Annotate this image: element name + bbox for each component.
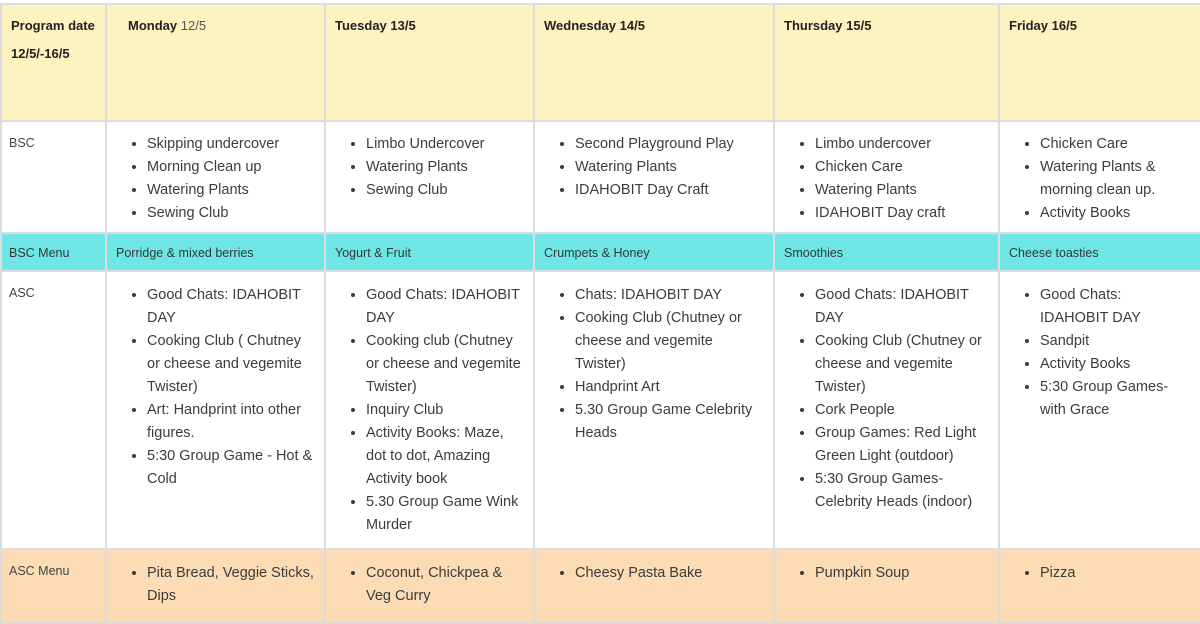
day-name: Monday xyxy=(128,18,178,33)
bsc-menu-friday-cell xyxy=(999,233,1200,271)
asc-label-cell xyxy=(1,271,106,549)
day-header-friday xyxy=(999,4,1200,121)
asc-thursday-cell xyxy=(774,271,999,549)
menu-list xyxy=(107,550,324,608)
bsc-menu-wednesday-cell xyxy=(534,233,774,271)
program-date-range: 12/5/-16/5 xyxy=(11,46,70,61)
activity-list xyxy=(775,272,998,514)
list-item: • Good Chats: IDAHOBIT DAY xyxy=(366,284,525,330)
bsc-label-cell xyxy=(1,121,106,233)
asc-menu-row xyxy=(1,549,1200,623)
bsc-menu-label-cell xyxy=(1,233,106,271)
list-item: • Group Games: Red Light Green Light (outdoor) xyxy=(815,422,990,468)
list-item: • Cheesy Pasta Bake xyxy=(575,562,765,585)
list-item: • Good Chats: IDAHOBIT DAY xyxy=(147,284,316,330)
list-item: • Cooking Club (Chutney or cheese and vegemite Twister) xyxy=(575,307,765,376)
menu-list xyxy=(1000,550,1200,585)
bsc-monday-cell xyxy=(106,121,325,233)
list-item: • 5.30 Group Game Celebrity Heads xyxy=(575,399,765,445)
activity-list xyxy=(1000,272,1200,422)
activity-list xyxy=(535,272,773,445)
asc-tuesday-cell xyxy=(325,271,534,549)
list-item: • IDAHOBIT Day craft xyxy=(815,202,990,225)
bsc-menu-thursday-cell xyxy=(774,233,999,271)
bsc-menu-tuesday-cell xyxy=(325,233,534,271)
list-item: • Chicken Care xyxy=(815,156,990,179)
day-header-monday xyxy=(106,4,325,121)
list-item: • Chicken Care xyxy=(1040,133,1192,156)
list-item: • Cork People xyxy=(815,399,990,422)
list-item: • Activity Books xyxy=(1040,202,1192,225)
activity-list xyxy=(326,272,533,537)
bsc-tuesday-cell xyxy=(325,121,534,233)
day-header-thursday xyxy=(774,4,999,121)
list-item: • Watering Plants xyxy=(575,156,765,179)
list-item: • Sewing Club xyxy=(366,179,525,202)
menu-list xyxy=(775,550,998,585)
asc-menu-tuesday-cell xyxy=(325,549,534,623)
list-item: • Limbo Undercover xyxy=(366,133,525,156)
bsc-row xyxy=(1,121,1200,233)
day-name: Wednesday 14/5 xyxy=(544,18,645,33)
menu-list xyxy=(535,550,773,585)
day-name: Friday 16/5 xyxy=(1009,18,1077,33)
day-name: Thursday 15/5 xyxy=(784,18,872,33)
asc-monday-cell xyxy=(106,271,325,549)
list-item: • Activity Books: Maze, dot to dot, Amazing Activity book xyxy=(366,422,525,491)
asc-row xyxy=(1,271,1200,549)
day-date: 12/5 xyxy=(180,18,207,33)
list-item: • Cooking Club (Chutney or cheese and vegemite Twister) xyxy=(815,330,990,399)
list-item: • IDAHOBIT Day Craft xyxy=(575,179,765,202)
asc-menu-wednesday-cell xyxy=(534,549,774,623)
list-item: • Watering Plants xyxy=(815,179,990,202)
list-item: • Morning Clean up xyxy=(147,156,316,179)
day-header-tuesday xyxy=(325,4,534,121)
bsc-thursday-cell xyxy=(774,121,999,233)
list-item: • Activity Books xyxy=(1040,353,1192,376)
program-table xyxy=(0,3,1200,624)
asc-label: ASC xyxy=(9,286,35,300)
list-item: • Watering Plants xyxy=(366,156,525,179)
asc-menu-thursday-cell xyxy=(774,549,999,623)
asc-menu-label: ASC Menu xyxy=(9,564,70,578)
asc-friday-cell xyxy=(999,271,1200,549)
list-item: • Limbo undercover xyxy=(815,133,990,156)
list-item: • Pizza xyxy=(1040,562,1192,585)
day-header-wednesday xyxy=(534,4,774,121)
activity-list xyxy=(535,122,773,202)
bsc-menu-label: BSC Menu xyxy=(9,246,70,260)
list-item: • Good Chats: IDAHOBIT DAY xyxy=(815,284,990,330)
day-name: Tuesday 13/5 xyxy=(335,18,416,33)
menu-item: Porridge & mixed berries xyxy=(116,246,254,260)
list-item: • Pita Bread, Veggie Sticks, Dips xyxy=(147,562,316,608)
asc-menu-friday-cell xyxy=(999,549,1200,623)
list-item: • Art: Handprint into other figures. xyxy=(147,399,316,445)
list-item: • Watering Plants xyxy=(147,179,316,202)
list-item: • Cooking club (Chutney or cheese and vegemite Twister) xyxy=(366,330,525,399)
asc-menu-monday-cell xyxy=(106,549,325,623)
bsc-menu-row xyxy=(1,233,1200,271)
list-item: • 5:30 Group Games- Celebrity Heads (indoor) xyxy=(815,468,990,514)
program-date-cell xyxy=(1,4,106,121)
list-item: • Cooking Club ( Chutney or cheese and vegemite Twister) xyxy=(147,330,316,399)
list-item: • Coconut, Chickpea & Veg Curry xyxy=(366,562,525,608)
activity-list xyxy=(107,272,324,491)
bsc-label: BSC xyxy=(9,136,35,150)
list-item: • Watering Plants & morning clean up. xyxy=(1040,156,1192,202)
list-item: • Handprint Art xyxy=(575,376,765,399)
list-item: • 5.30 Group Game Wink Murder xyxy=(366,491,525,537)
bsc-wednesday-cell xyxy=(534,121,774,233)
list-item: • Pumpkin Soup xyxy=(815,562,990,585)
activity-list xyxy=(775,122,998,225)
bsc-friday-cell xyxy=(999,121,1200,233)
asc-menu-label-cell xyxy=(1,549,106,623)
program-date-title: Program date xyxy=(11,18,95,33)
menu-list xyxy=(326,550,533,608)
list-item: • Inquiry Club xyxy=(366,399,525,422)
list-item: • Sewing Club xyxy=(147,202,316,225)
list-item: • 5:30 Group Games- with Grace xyxy=(1040,376,1192,422)
menu-item: Cheese toasties xyxy=(1009,246,1099,260)
asc-wednesday-cell xyxy=(534,271,774,549)
list-item: • Good Chats: IDAHOBIT DAY xyxy=(1040,284,1192,330)
list-item: • 5:30 Group Game - Hot & Cold xyxy=(147,445,316,491)
menu-item: Yogurt & Fruit xyxy=(335,246,411,260)
header-row xyxy=(1,4,1200,121)
bsc-menu-monday-cell xyxy=(106,233,325,271)
list-item: • Sandpit xyxy=(1040,330,1192,353)
list-item: • Second Playground Play xyxy=(575,133,765,156)
activity-list xyxy=(326,122,533,202)
menu-item: Smoothies xyxy=(784,246,844,260)
activity-list xyxy=(1000,122,1200,225)
list-item: • Chats: IDAHOBIT DAY xyxy=(575,284,765,307)
activity-list xyxy=(107,122,324,225)
menu-item: Crumpets & Honey xyxy=(544,246,650,260)
list-item: • Skipping undercover xyxy=(147,133,316,156)
